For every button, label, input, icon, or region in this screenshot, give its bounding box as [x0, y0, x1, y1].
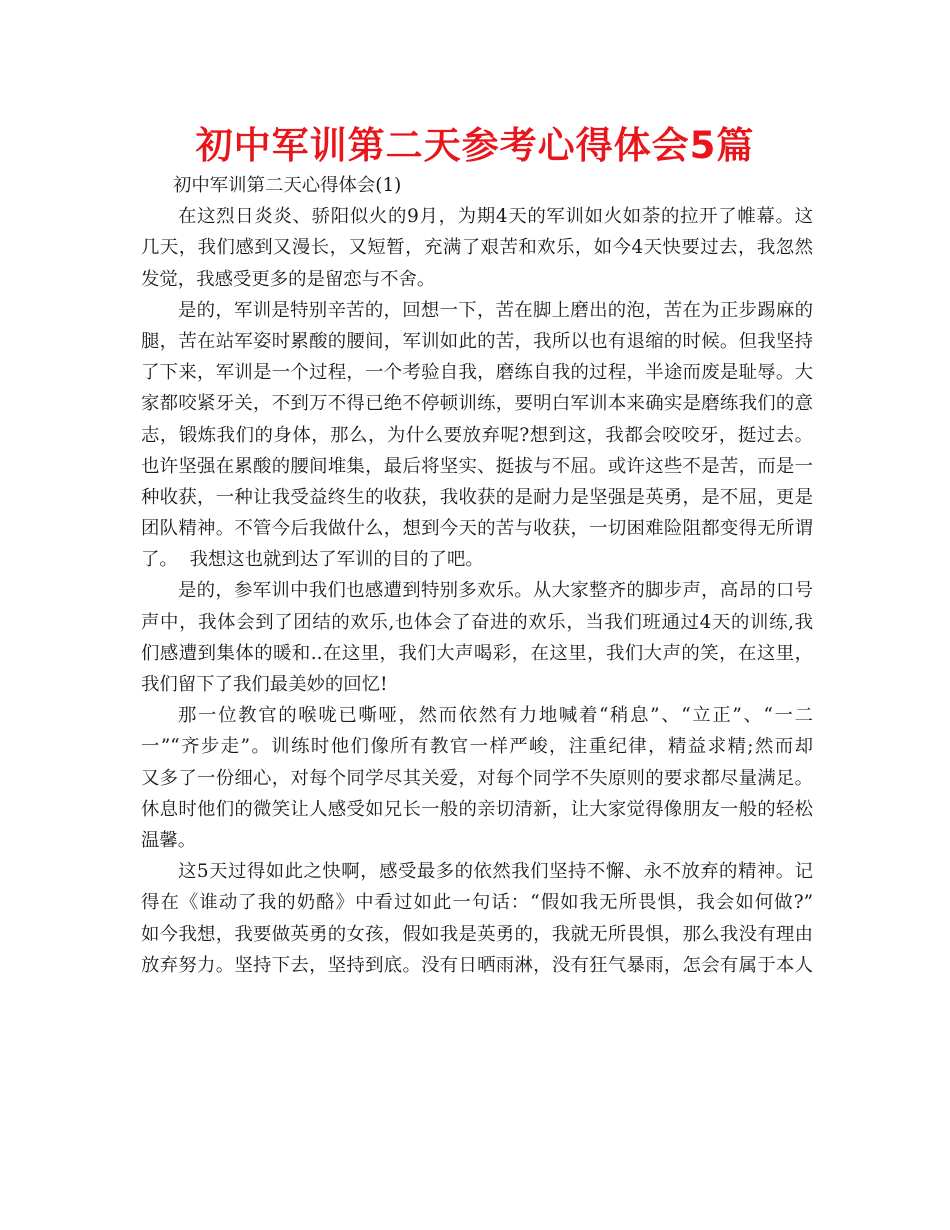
paragraph — [141, 295, 813, 576]
text-line: 又多了一份细心，对每个同学尽其关爱，对每个同学不失原则的要求都尽量满足。 — [141, 767, 813, 789]
paragraph — [141, 575, 813, 700]
text-line: 这5天过得如此之快啊，感受最多的依然我们坚持不懈、永不放弃的精神。记 — [178, 861, 813, 883]
text-line: 我们留下了我们最美妙的回忆! — [141, 674, 388, 696]
text-line: 团队精神。不管今后我做什么，想到今天的苦与收获，一切困难险阻都变得无所谓 — [141, 518, 813, 540]
text-line: 发觉，我感受更多的是留恋与不舍。 — [141, 268, 436, 290]
text-line: 声中，我体会到了团结的欢乐,也体会了奋进的欢乐，当我们班通过4天的训练,我 — [141, 611, 813, 633]
text-line: 腿，苦在站军姿时累酸的腰间，军训如此的苦，我所以也有退缩的时候。但我坚持 — [141, 330, 813, 352]
text-line: 放弃努力。坚持下去，坚持到底。没有日晒雨淋，没有狂气暴雨，怎会有属于本人 — [141, 954, 813, 976]
text-line: 志，锻炼我们的身体，那么，为什么要放弃呢?想到这，我都会咬咬牙，挺过去。 — [141, 424, 813, 446]
paragraph — [141, 201, 813, 295]
paragraph — [141, 700, 813, 856]
text-line: 是的，参军训中我们也感遭到特别多欢乐。从大家整齐的脚步声，高昂的口号 — [178, 580, 813, 602]
text-line: 温馨。 — [141, 829, 197, 851]
text-line: 了下来，军训是一个过程，一个考验自我，磨练自我的过程，半途而废是耻辱。大 — [141, 362, 813, 384]
paragraph — [141, 856, 813, 981]
text-line: 一”“齐步走”。训练时他们像所有教官一样严峻，注重纪律，精益求精;然而却 — [141, 736, 813, 758]
text-line: 们感遭到集体的暖和..在这里，我们大声喝彩，在这里，我们大声的笑，在这里， — [141, 642, 813, 664]
text-line: 那一位教官的喉咙已嘶哑，然而依然有力地喊着“稍息”、“立正”、“一二 — [178, 705, 813, 727]
text-line: 了。 我想这也就到达了军训的目的了吧。 — [141, 549, 484, 571]
document-body — [141, 170, 813, 981]
text-line: 家都咬紧牙关，不到万不得已绝不停顿训练，要明白军训本来确实是磨练我们的意 — [141, 393, 813, 415]
text-line: 种收获，一种让我受益终生的收获，我收获的是耐力是坚强是英勇，是不屈，更是 — [141, 486, 813, 508]
text-line: 如今我想，我要做英勇的女孩，假如我是英勇的，我就无所畏惧，那么我没有理由 — [141, 923, 813, 945]
section-subtitle: 初中军训第二天心得体会(1) — [173, 175, 402, 196]
text-line: 在这烈日炎炎、骄阳似火的9月，为期4天的军训如火如荼的拉开了帷幕。这 — [178, 206, 813, 228]
text-line: 几天，我们感到又漫长，又短暂，充满了艰苦和欢乐，如今4天快要过去，我忽然 — [141, 237, 813, 259]
text-line: 是的，军训是特别辛苦的，回想一下，苦在脚上磨出的泡，苦在为正步踢麻的 — [178, 299, 813, 321]
text-line: 也许坚强在累酸的腰间堆集，最后将坚实、挺拔与不屈。或许这些不是苦，而是一 — [141, 455, 813, 477]
text-line: 休息时他们的微笑让人感受如兄长一般的亲切清新，让大家觉得像朋友一般的轻松 — [141, 798, 813, 820]
text-line: 得在《谁动了我的奶酪》中看过如此一句话：“假如我无所畏惧，我会如何做?” — [141, 892, 813, 914]
document-title: 初中军训第二天参考心得体会5篇 — [195, 124, 755, 167]
